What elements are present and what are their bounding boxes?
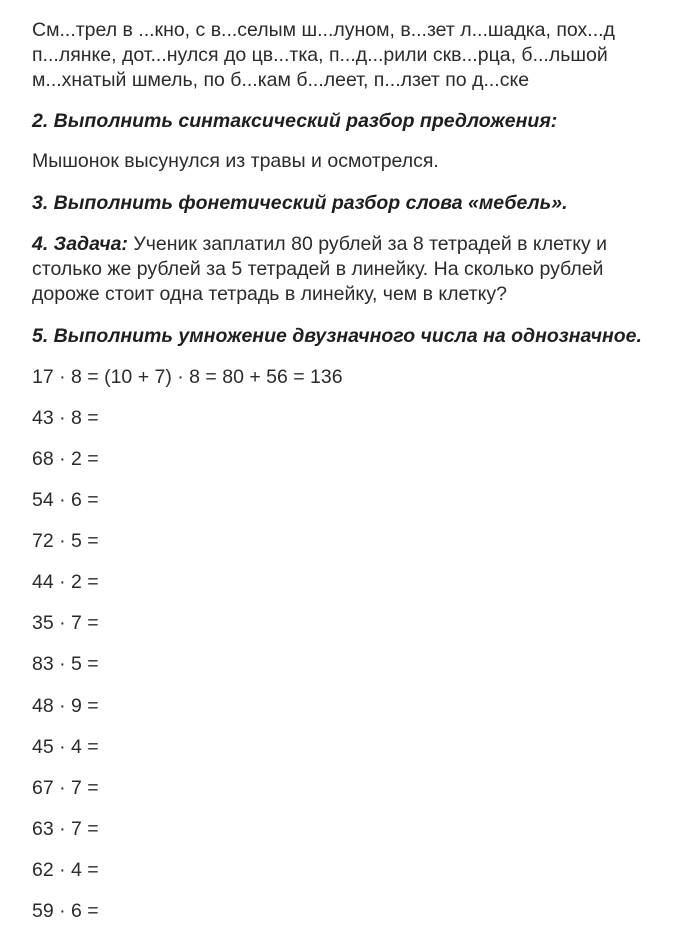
task4-label: 4. Задача:: [32, 233, 128, 255]
exercise-text-line-1: См...трел в ...кно, с в...селым ш...луном, в...зет л...шадка, пох...д: [32, 19, 615, 41]
task5-exercise-7: 83 · 5 =: [32, 653, 99, 675]
task4-text-1: Ученик заплатил 80 рублей за 8 тетрадей в клетку и: [127, 233, 608, 255]
task5-exercise-8: 48 · 9 =: [32, 695, 99, 717]
task5-exercise-11: 63 · 7 =: [32, 818, 99, 840]
task5-exercise-3: 54 · 6 =: [32, 489, 99, 511]
task5-example: 17 · 8 = (10 + 7) · 8 = 80 + 56 = 136: [32, 366, 343, 388]
task5-exercise-13: 59 · 6 =: [32, 900, 99, 922]
task4-line-2: столько же рублей за 5 тетрадей в линейку. На сколько рублей: [32, 258, 604, 280]
task5-exercise-5: 44 · 2 =: [32, 571, 99, 593]
task5-exercise-1: 43 · 8 =: [32, 407, 99, 429]
task5-exercise-4: 72 · 5 =: [32, 530, 99, 552]
task5-heading: 5. Выполнить умножение двузначного числа на однозначное.: [32, 325, 642, 347]
task2-sentence: Мышонок высунулся из травы и осмотрелся.: [32, 150, 439, 172]
task5-exercise-10: 67 · 7 =: [32, 777, 99, 799]
task4-line-3: дороже стоит одна тетрадь в линейку, чем в клетку?: [32, 283, 508, 305]
task5-exercise-9: 45 · 4 =: [32, 736, 99, 758]
task4-line-1: [32, 232, 607, 256]
task5-exercise-12: 62 · 4 =: [32, 859, 99, 881]
exercise-text-line-2: п...лянке, дот...нулся до цв...тка, п...д...рили скв...рца, б...льшой: [32, 44, 608, 66]
task2-heading: 2. Выполнить синтаксический разбор предложения:: [32, 110, 558, 132]
task5-exercise-6: 35 · 7 =: [32, 612, 99, 634]
exercise-text-line-3: м...хнатый шмель, по б...кам б...леет, п...лзет по д...ске: [32, 69, 530, 91]
task5-exercise-2: 68 · 2 =: [32, 448, 99, 470]
task3-heading: 3. Выполнить фонетический разбор слова «мебель».: [32, 192, 568, 214]
